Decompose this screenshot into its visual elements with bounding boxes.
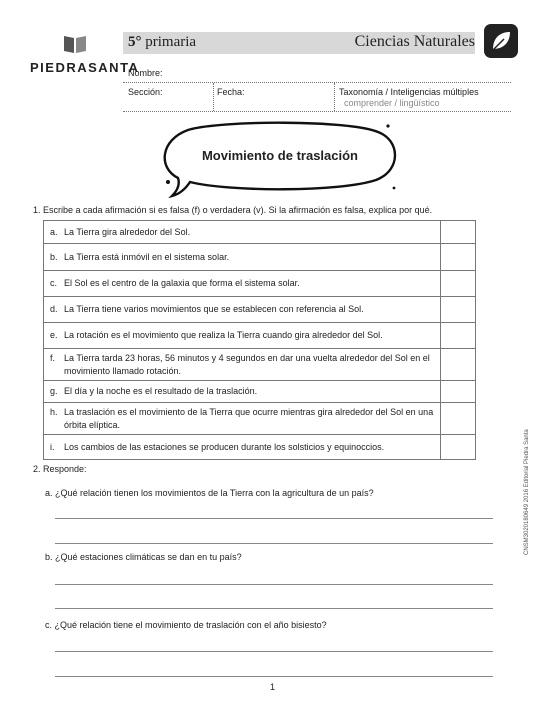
book-logo-icon: [62, 34, 88, 54]
question-2a: a. ¿Qué relación tienen los movimientos de la Tierra con la agricultura de un país?: [45, 488, 374, 498]
statement-h: h. La traslación es el movimiento de la Tierra que ocurre mientras gira alrededor del Sol en una órbita elíptica.: [50, 406, 434, 430]
publisher-logo: PIEDRASANTA: [30, 60, 140, 75]
statement-a: a. La Tierra gira alrededor del Sol.: [50, 226, 191, 237]
nombre-label: Nombre:: [128, 68, 163, 78]
statement-f: f. La Tierra tarda 23 horas, 56 minutos y 4 segundos en dar una vuelta alrededor del Sol en el movimiento llamado rotación.: [50, 352, 430, 376]
answer-cell[interactable]: [441, 381, 476, 403]
question-2-prompt: 2. Responde:: [33, 464, 87, 474]
answer-line[interactable]: [55, 651, 493, 652]
divider: [123, 111, 511, 112]
answer-line[interactable]: [55, 676, 493, 677]
answer-cell[interactable]: [441, 323, 476, 349]
answer-cell[interactable]: [441, 349, 476, 381]
divider: [213, 83, 214, 111]
answer-cell[interactable]: [441, 271, 476, 297]
answer-line[interactable]: [55, 518, 493, 519]
copyright-side-text: CNSM3020180649 2016 Editorial Piedra Santa: [524, 429, 530, 555]
true-false-table: [43, 220, 476, 460]
taxonomy-value: comprender / lingüístico: [344, 98, 440, 108]
statement-d: d. La Tierra tiene varios movimientos que se establecen con referencia al Sol.: [50, 304, 364, 314]
answer-line[interactable]: [55, 608, 493, 609]
taxonomy-label: Taxonomía / Inteligencias múltiples: [339, 87, 479, 97]
answer-cell[interactable]: [441, 221, 476, 244]
statement-c: c. El Sol es el centro de la galaxia que forma el sistema solar.: [50, 278, 300, 288]
grade-label: 5° primaria: [128, 34, 197, 50]
statement-i: i. Los cambios de las estaciones se producen durante los solsticios y equinoccios.: [50, 441, 385, 452]
statement-e: e. La rotación es el movimiento que realiza la Tierra cuando gira alrededor del Sol.: [50, 330, 383, 340]
fecha-label: Fecha:: [217, 87, 245, 97]
question-2c: c. ¿Qué relación tiene el movimiento de traslación con el año bisiesto?: [45, 620, 327, 630]
question-2b: b. ¿Qué estaciones climáticas se dan en tu país?: [45, 552, 242, 562]
answer-cell[interactable]: [441, 244, 476, 271]
leaf-icon: [484, 24, 518, 58]
answer-cell[interactable]: [441, 435, 476, 460]
divider: [123, 82, 511, 83]
statement-g: g. El día y la noche es el resultado de la traslación.: [50, 386, 258, 396]
page-title: Movimiento de traslación: [201, 148, 359, 163]
subject-title: Ciencias Naturales: [354, 33, 475, 50]
divider: [334, 83, 335, 111]
answer-cell[interactable]: [441, 403, 476, 435]
seccion-label: Sección:: [128, 87, 163, 97]
page-number: 1: [270, 682, 276, 692]
statement-b: b. La Tierra está inmóvil en el sistema solar.: [50, 251, 230, 262]
question-1-prompt: 1. Escribe a cada afirmación si es falsa (f) o verdadera (v). Si la afirmación es falsa, explica por qué.: [33, 205, 433, 215]
answer-line[interactable]: [55, 543, 493, 544]
answer-line[interactable]: [55, 584, 493, 585]
answer-cell[interactable]: [441, 297, 476, 323]
